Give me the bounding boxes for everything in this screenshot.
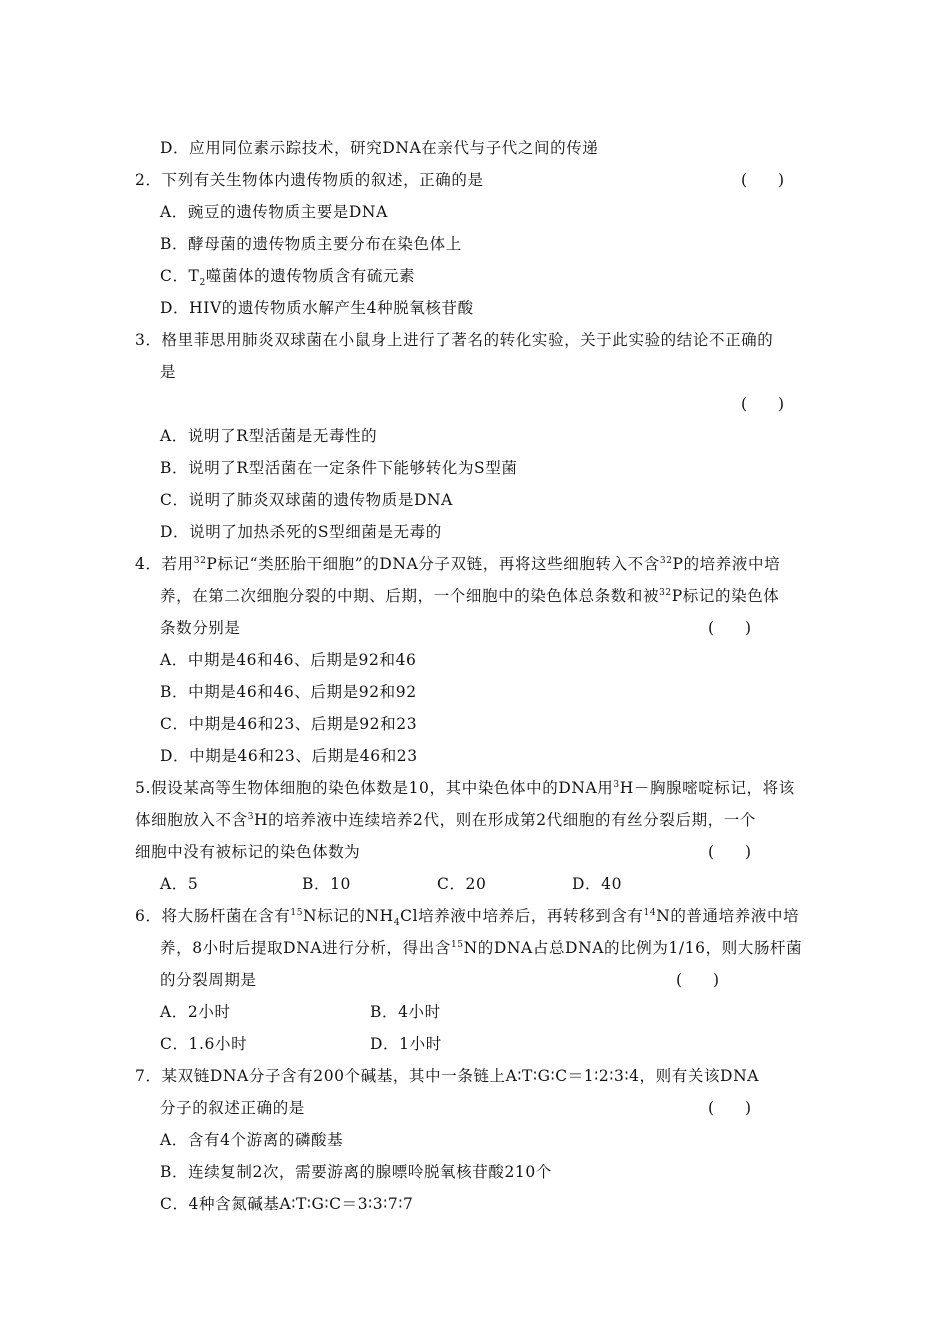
q6-option-b: B．4小时 xyxy=(370,1003,441,1021)
q2-option-a: A．豌豆的遗传物质主要是DNA xyxy=(160,203,388,221)
q6-option-d: D．1小时 xyxy=(370,1035,442,1053)
q5-option-d: D．40 xyxy=(572,875,623,893)
q6-option-a: A．2小时 xyxy=(160,1003,231,1021)
q4-option-a: A．中期是46和46、后期是92和46 xyxy=(160,651,417,669)
q7-stem-line1: 7．某双链DNA分子含有200个碱基，其中一条链上A∶T∶G∶C＝1∶2∶3∶4，则有关该DNA xyxy=(135,1067,760,1085)
q7-option-a: A．含有4个游离的磷酸基 xyxy=(160,1131,344,1149)
q2-option-c: C．$T_2$噬菌体的遗传物质含有硫元素 xyxy=(160,267,416,289)
q7-answer-bracket: ( ) xyxy=(708,1099,752,1117)
q4-stem-line2: 养，在第二次细胞分裂的中期、后期，一个细胞中的染色体总条数和被$^{32}$P标记的染色体 xyxy=(160,587,780,605)
q2-option-d: D．HIV的遗传物质水解产生4种脱氧核苷酸 xyxy=(160,299,474,317)
q5-answer-bracket: ( ) xyxy=(708,843,752,861)
q1-option-d: D．应用同位素示踪技术，研究DNA在亲代与子代之间的传递 xyxy=(160,139,599,157)
q6-option-c: C．1.6小时 xyxy=(160,1035,248,1053)
q5-option-c: C．20 xyxy=(437,875,487,893)
q4-option-d: D．中期是46和23、后期是46和23 xyxy=(160,747,418,765)
q3-stem-line1: 3．格里菲思用肺炎双球菌在小鼠身上进行了著名的转化实验，关于此实验的结论不正确的 xyxy=(135,331,774,349)
q5-option-b: B．10 xyxy=(302,875,352,893)
q5-stem-line3: 细胞中没有被标记的染色体数为 xyxy=(135,843,361,861)
q4-stem-line3: 条数分别是 xyxy=(160,619,241,637)
q4-answer-bracket: ( ) xyxy=(708,619,752,637)
q2-option-b: B．酵母菌的遗传物质主要分布在染色体上 xyxy=(160,235,462,253)
q7-option-c: C．4种含氮碱基A∶T∶G∶C＝3∶3∶7∶7 xyxy=(160,1195,414,1213)
q6-stem-line3: 的分裂周期是 xyxy=(160,971,257,989)
q5-option-a: A．5 xyxy=(160,875,199,893)
q6-stem-line2: 养，8小时后提取DNA进行分析，得出含$^{15}$N的DNA占总DNA的比例为1/16，则大肠杆菌 xyxy=(160,939,803,957)
q6-stem-line1: 6．将大肠杆菌在含有$^{15}$N标记的$NH_4Cl$培养液中培养后，再转移到含有$^{14}$N的普通培养液中培 xyxy=(135,907,800,929)
q7-option-b: B．连续复制2次，需要游离的腺嘌呤脱氧核苷酸210个 xyxy=(160,1163,552,1181)
q5-stem-line2: 体细胞放入不含$^3$H的培养液中连续培养2代，则在形成第2代细胞的有丝分裂后期，一个 xyxy=(135,811,756,829)
q5-stem-line1: 5.假设某高等生物体细胞的染色体数是10，其中染色体中的DNA用$^3$H－胸腺嘧啶标记，将该 xyxy=(135,779,795,797)
q3-option-c: C．说明了肺炎双球菌的遗传物质是DNA xyxy=(160,491,453,509)
q3-option-d: D．说明了加热杀死的S型细菌是无毒的 xyxy=(160,523,442,541)
q3-answer-bracket: ( ) xyxy=(741,395,785,413)
q3-option-a: A．说明了R型活菌是无毒性的 xyxy=(160,427,378,445)
q3-stem-line2: 是 xyxy=(160,363,177,381)
q2-stem: 2．下列有关生物体内遗传物质的叙述，正确的是 xyxy=(135,171,484,189)
q4-stem-line1: 4．若用$^{32}$P标记“类胚胎干细胞”的DNA分子双链，再将这些细胞转入不含$^{32}$P的培养液中培 xyxy=(135,555,781,573)
q7-stem-line2: 分子的叙述正确的是 xyxy=(160,1099,305,1117)
q6-answer-bracket: ( ) xyxy=(676,971,720,989)
q2-answer-bracket: ( ) xyxy=(741,171,785,189)
q4-option-c: C．中期是46和23、后期是92和23 xyxy=(160,715,418,733)
q3-option-b: B．说明了R型活菌在一定条件下能够转化为S型菌 xyxy=(160,459,518,477)
q4-option-b: B．中期是46和46、后期是92和92 xyxy=(160,683,417,701)
